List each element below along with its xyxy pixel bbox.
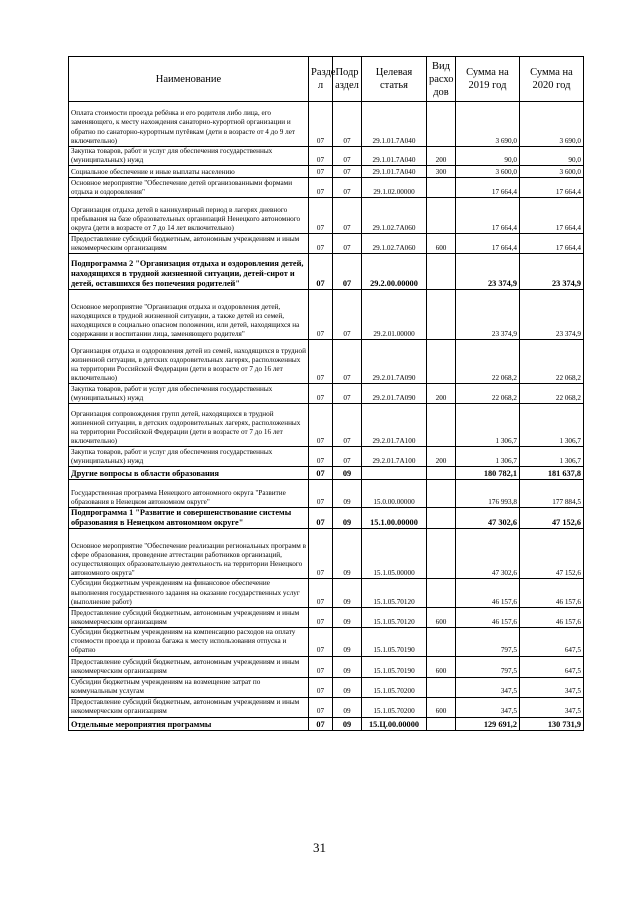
row-sum-2019: 129 691,2 — [456, 717, 520, 730]
row-target-article: 15.1.05.70120 — [362, 608, 427, 628]
row-expense-type: 600 — [427, 234, 456, 254]
row-sum-2020: 22 068,2 — [520, 384, 584, 404]
row-expense-type — [427, 717, 456, 730]
row-subsection: 07 — [333, 147, 362, 166]
row-subsection: 07 — [333, 178, 362, 198]
table-row — [69, 166, 584, 178]
row-target-article: 29.2.01.7А090 — [362, 340, 427, 384]
row-subsection: 07 — [333, 447, 362, 467]
row-subsection: 09 — [333, 717, 362, 730]
row-target-article: 29.1.02.7А060 — [362, 234, 427, 254]
header-subsection: Подр аздел — [333, 57, 362, 102]
row-expense-type — [427, 480, 456, 508]
row-section: 07 — [309, 166, 333, 178]
row-name: Субсидии бюджетным учреждениям на компенсацию расходов на оплату стоимости проезда и провоза багажа к месту использования отпуска и обратно — [69, 628, 309, 657]
row-name: Субсидии бюджетным учреждениям на финансовое обеспечение выполнения государственного задания на оказание государственных услуг (выполнение работ) — [69, 579, 309, 608]
table-row — [69, 480, 584, 508]
row-sum-2020: 647,5 — [520, 656, 584, 677]
table-row — [69, 608, 584, 628]
row-sum-2019: 347,5 — [456, 677, 520, 697]
header-target-article: Целевая статья — [362, 57, 427, 102]
row-sum-2020: 647,5 — [520, 628, 584, 657]
row-name: Закупка товаров, работ и услуг для обеспечения государственных (муниципальных) нужд — [69, 147, 309, 166]
row-expense-type — [427, 198, 456, 234]
row-subsection: 09 — [333, 608, 362, 628]
row-sum-2019: 23 374,9 — [456, 290, 520, 340]
row-sum-2019: 23 374,9 — [456, 254, 520, 290]
row-name: Предоставление субсидий бюджетным, автономным учреждениям и иным некоммерческим организациям — [69, 234, 309, 254]
row-section: 07 — [309, 340, 333, 384]
row-subsection: 09 — [333, 529, 362, 579]
row-name: Основное мероприятие "Обеспечение реализации региональных программ в сфере образования, проведение аттестации работников организаций, осуществляющих образовательную деятельность на территории Ненецкого автономного округа" — [69, 529, 309, 579]
row-section: 07 — [309, 628, 333, 657]
row-name: Государственная программа Ненецкого автономного округа "Развитие образования в Ненецком автономном округе" — [69, 480, 309, 508]
row-sum-2019: 46 157,6 — [456, 579, 520, 608]
row-target-article: 29.1.01.7А040 — [362, 166, 427, 178]
row-sum-2019: 3 600,0 — [456, 166, 520, 178]
table-row — [69, 404, 584, 447]
row-target-article: 15.1.05.00000 — [362, 529, 427, 579]
row-subsection: 09 — [333, 697, 362, 717]
row-sum-2019: 1 306,7 — [456, 404, 520, 447]
row-target-article: 29.2.01.00000 — [362, 290, 427, 340]
table-row — [69, 234, 584, 254]
row-expense-type — [427, 508, 456, 529]
row-sum-2020: 90,0 — [520, 147, 584, 166]
row-expense-type — [427, 290, 456, 340]
row-sum-2019: 176 993,8 — [456, 480, 520, 508]
row-expense-type: 600 — [427, 608, 456, 628]
row-sum-2019: 47 302,6 — [456, 508, 520, 529]
row-sum-2020: 3 690,0 — [520, 102, 584, 147]
row-expense-type — [427, 340, 456, 384]
row-sum-2020: 17 664,4 — [520, 234, 584, 254]
row-expense-type — [427, 628, 456, 657]
table-row — [69, 254, 584, 290]
row-sum-2020: 23 374,9 — [520, 254, 584, 290]
row-sum-2019: 17 664,4 — [456, 178, 520, 198]
row-section: 07 — [309, 508, 333, 529]
table-row — [69, 340, 584, 384]
row-target-article: 15.1.05.70200 — [362, 697, 427, 717]
row-name: Предоставление субсидий бюджетным, автономным учреждениям и иным некоммерческим организациям — [69, 656, 309, 677]
row-expense-type — [427, 178, 456, 198]
row-target-article: 29.1.02.7А060 — [362, 198, 427, 234]
row-section: 07 — [309, 447, 333, 467]
row-name: Закупка товаров, работ и услуг для обеспечения государственных (муниципальных) нужд — [69, 447, 309, 467]
row-sum-2019: 46 157,6 — [456, 608, 520, 628]
row-expense-type: 600 — [427, 697, 456, 717]
row-section: 07 — [309, 404, 333, 447]
table-row — [69, 198, 584, 234]
row-sum-2020: 1 306,7 — [520, 404, 584, 447]
row-sum-2020: 22 068,2 — [520, 340, 584, 384]
row-sum-2019: 3 690,0 — [456, 102, 520, 147]
row-expense-type — [427, 529, 456, 579]
row-target-article: 15.1.05.70120 — [362, 579, 427, 608]
table-row — [69, 147, 584, 166]
row-subsection: 07 — [333, 198, 362, 234]
row-sum-2020: 181 637,8 — [520, 467, 584, 480]
row-sum-2019: 17 664,4 — [456, 234, 520, 254]
row-section: 07 — [309, 198, 333, 234]
row-sum-2020: 3 600,0 — [520, 166, 584, 178]
row-subsection: 07 — [333, 404, 362, 447]
row-name: Социальное обеспечение и иные выплаты населению — [69, 166, 309, 178]
row-section: 07 — [309, 579, 333, 608]
row-sum-2020: 17 664,4 — [520, 178, 584, 198]
header-sum-2020: Сумма на 2020 год — [520, 57, 584, 102]
row-sum-2019: 47 302,6 — [456, 529, 520, 579]
row-expense-type: 300 — [427, 166, 456, 178]
row-sum-2020: 23 374,9 — [520, 290, 584, 340]
row-sum-2019: 22 068,2 — [456, 340, 520, 384]
row-sum-2020: 347,5 — [520, 677, 584, 697]
budget-table — [68, 56, 584, 731]
row-name: Основное мероприятие "Организация отдыха и оздоровления детей, находящихся в трудной жизненной ситуации, а также детей из семей, находящихся в социально опасном положении, или детей, находящихся на содержании и воспитании лица, заменяющего родителя" — [69, 290, 309, 340]
row-subsection: 07 — [333, 102, 362, 147]
row-subsection: 09 — [333, 628, 362, 657]
row-sum-2020: 177 884,5 — [520, 480, 584, 508]
row-subsection: 09 — [333, 467, 362, 480]
row-sum-2020: 347,5 — [520, 697, 584, 717]
row-section: 07 — [309, 697, 333, 717]
row-sum-2020: 47 152,6 — [520, 529, 584, 579]
row-subsection: 09 — [333, 508, 362, 529]
table-row — [69, 677, 584, 697]
row-expense-type — [427, 579, 456, 608]
row-target-article: 29.1.01.7А040 — [362, 147, 427, 166]
row-target-article: 29.1.02.00000 — [362, 178, 427, 198]
row-sum-2019: 90,0 — [456, 147, 520, 166]
row-subsection: 07 — [333, 234, 362, 254]
table-body — [69, 102, 584, 731]
row-name: Подпрограмма 2 "Организация отдыха и оздоровления детей, находящихся в трудной жизненной ситуации, детей-сирот и детей, оставшихся без попечения родителей" — [69, 254, 309, 290]
row-target-article: 29.2.01.7А100 — [362, 447, 427, 467]
row-section: 07 — [309, 234, 333, 254]
row-subsection: 07 — [333, 166, 362, 178]
table-row — [69, 447, 584, 467]
row-name: Закупка товаров, работ и услуг для обеспечения государственных (муниципальных) нужд — [69, 384, 309, 404]
row-target-article: 15.0.00.00000 — [362, 480, 427, 508]
row-target-article: 15.1.05.70190 — [362, 656, 427, 677]
row-name: Другие вопросы в области образования — [69, 467, 309, 480]
row-expense-type: 600 — [427, 656, 456, 677]
row-subsection: 07 — [333, 384, 362, 404]
row-section: 07 — [309, 677, 333, 697]
table-row — [69, 656, 584, 677]
row-section: 07 — [309, 102, 333, 147]
row-subsection: 07 — [333, 290, 362, 340]
header-section: Разде л — [309, 57, 333, 102]
row-section: 07 — [309, 147, 333, 166]
table-row — [69, 178, 584, 198]
table-row — [69, 290, 584, 340]
row-sum-2020: 46 157,6 — [520, 579, 584, 608]
row-section: 07 — [309, 384, 333, 404]
row-subsection: 09 — [333, 480, 362, 508]
row-sum-2019: 1 306,7 — [456, 447, 520, 467]
row-sum-2019: 180 782,1 — [456, 467, 520, 480]
row-expense-type — [427, 404, 456, 447]
row-sum-2019: 797,5 — [456, 628, 520, 657]
row-subsection: 07 — [333, 340, 362, 384]
row-sum-2019: 797,5 — [456, 656, 520, 677]
row-name: Отдельные мероприятия программы — [69, 717, 309, 730]
row-name: Оплата стоимости проезда ребёнка и его родителя либо лица, его заменяющего, к месту нахождения санаторно-курортной организации и обратно по санаторно-курортным путёвкам (дети в возрасте от 4 до 9 лет включительно) — [69, 102, 309, 147]
row-name: Предоставление субсидий бюджетным, автономным учреждениям и иным некоммерческим организациям — [69, 608, 309, 628]
row-section: 07 — [309, 254, 333, 290]
row-sum-2020: 47 152,6 — [520, 508, 584, 529]
row-section: 07 — [309, 178, 333, 198]
table-row — [69, 384, 584, 404]
row-sum-2020: 130 731,9 — [520, 717, 584, 730]
row-expense-type — [427, 467, 456, 480]
row-name: Основное мероприятие "Обеспечение детей организованными формами отдыха и оздоровления" — [69, 178, 309, 198]
table-row — [69, 508, 584, 529]
row-subsection: 07 — [333, 254, 362, 290]
row-subsection: 09 — [333, 579, 362, 608]
table-row — [69, 529, 584, 579]
row-sum-2019: 17 664,4 — [456, 198, 520, 234]
header-expense-type: Вид расхо дов — [427, 57, 456, 102]
row-expense-type: 200 — [427, 384, 456, 404]
row-name: Организация отдыха и оздоровления детей из семей, находящихся в трудной жизненной ситуации, в детских оздоровительных лагерях, расположенных на территории Российской Федерации (дети в возрасте от 7 до 16 лет включительно) — [69, 340, 309, 384]
row-section: 07 — [309, 608, 333, 628]
row-target-article: 29.2.01.7А100 — [362, 404, 427, 447]
row-target-article: 29.1.01.7А040 — [362, 102, 427, 147]
row-target-article: 29.2.00.00000 — [362, 254, 427, 290]
row-section: 07 — [309, 529, 333, 579]
row-target-article: 15.1.05.70200 — [362, 677, 427, 697]
table-row — [69, 579, 584, 608]
page-number: 31 — [313, 840, 326, 855]
row-expense-type — [427, 254, 456, 290]
row-section: 07 — [309, 656, 333, 677]
row-section: 07 — [309, 717, 333, 730]
row-sum-2019: 22 068,2 — [456, 384, 520, 404]
table-row — [69, 102, 584, 147]
row-target-article: 15.1.05.70190 — [362, 628, 427, 657]
row-target-article: 15.1.00.00000 — [362, 508, 427, 529]
header-sum-2019: Сумма на 2019 год — [456, 57, 520, 102]
row-section: 07 — [309, 467, 333, 480]
row-sum-2020: 17 664,4 — [520, 198, 584, 234]
table-row — [69, 467, 584, 480]
row-subsection: 09 — [333, 656, 362, 677]
row-section: 07 — [309, 480, 333, 508]
row-sum-2020: 46 157,6 — [520, 608, 584, 628]
header-row — [69, 57, 584, 102]
row-target-article: 29.2.01.7А090 — [362, 384, 427, 404]
header-name: Наименование — [69, 57, 309, 102]
row-name: Предоставление субсидий бюджетным, автономным учреждениям и иным некоммерческим организациям — [69, 697, 309, 717]
table-row — [69, 628, 584, 657]
row-name: Организация сопровождения групп детей, находящихся в трудной жизненной ситуации, в детских оздоровительных лагерях, расположенных на территории Российской Федерации (дети в возрасте от 7 до 16 лет включительно) — [69, 404, 309, 447]
row-expense-type — [427, 677, 456, 697]
row-sum-2020: 1 306,7 — [520, 447, 584, 467]
row-section: 07 — [309, 290, 333, 340]
table-row — [69, 717, 584, 730]
row-target-article: 15.Ц.00.00000 — [362, 717, 427, 730]
row-sum-2019: 347,5 — [456, 697, 520, 717]
row-name: Организация отдыха детей в каникулярный период в лагерях дневного пребывания на базе образовательных организаций Ненецкого автономного округа (дети в возрасте от 7 до 14 лет включительно) — [69, 198, 309, 234]
table-row — [69, 697, 584, 717]
row-name: Подпрограмма 1 "Развитие и совершенствование системы образования в Ненецком автономном округе" — [69, 508, 309, 529]
row-name: Субсидии бюджетным учреждениям на возмещение затрат по коммунальным услугам — [69, 677, 309, 697]
row-expense-type: 200 — [427, 147, 456, 166]
row-expense-type — [427, 102, 456, 147]
row-subsection: 09 — [333, 677, 362, 697]
row-target-article — [362, 467, 427, 480]
row-expense-type: 200 — [427, 447, 456, 467]
